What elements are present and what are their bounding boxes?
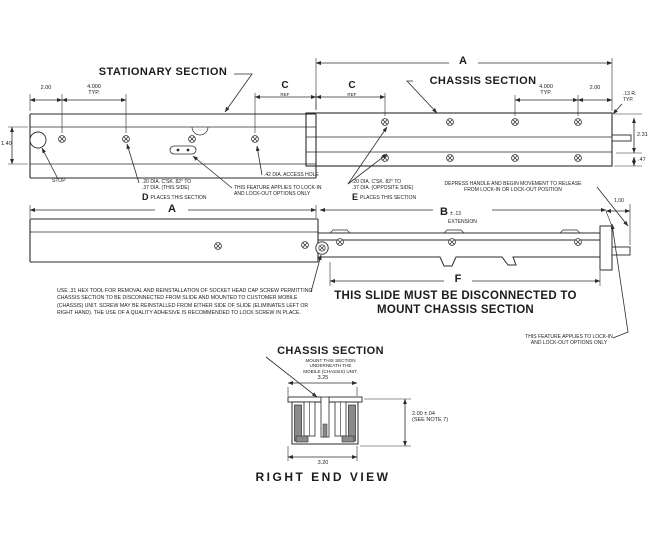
dim-3-20: 3.20 xyxy=(317,460,329,466)
note-line: USE .31 HEX TOOL FOR REMOVAL AND REINSTALLATION OF SOCKET HEAD CAP SCREW PERMITTING xyxy=(57,288,313,294)
handle-tab xyxy=(612,135,631,141)
screw-icon xyxy=(382,119,389,126)
dim-value: 2.00 ±.04 xyxy=(412,411,435,417)
chassis-rail xyxy=(306,113,631,166)
note-line: .37 DIA. (THIS SIDE) xyxy=(142,184,190,191)
dim-value: .13 R. xyxy=(623,91,637,97)
lock-feature-note-bottom xyxy=(522,335,616,347)
stationary-section-title: STATIONARY SECTION xyxy=(98,66,228,78)
screw-icon xyxy=(337,239,344,246)
countersink-note-d xyxy=(142,180,207,202)
dim-1-00: 1.00 xyxy=(614,198,624,204)
screw-icon xyxy=(512,119,519,126)
handle-end-block xyxy=(600,226,612,270)
note-line: PLACES THIS SECTION xyxy=(360,194,417,201)
note-line: CHASSIS SECTION TO BE DISCONNECTED FROM SLIDE AND MOUNTED TO CUSTOMER MOBILE xyxy=(57,295,298,302)
right-end-view-title: RIGHT END VIEW xyxy=(255,470,391,484)
note-line: THIS FEATURE APPLIES TO LOCK-IN xyxy=(525,334,613,340)
depress-handle-note xyxy=(430,182,596,194)
dim-b-mid xyxy=(440,202,477,226)
stationary-rail xyxy=(30,114,316,178)
dim-13r xyxy=(623,92,636,104)
screw-icon xyxy=(59,136,66,143)
access-hole-note: .42 DIA. ACCESS HOLE xyxy=(264,172,319,178)
dim-see-note: (SEE NOTE 7) xyxy=(412,417,449,424)
dim-value: 4.000 xyxy=(539,84,553,90)
stationary-screws xyxy=(59,136,259,143)
dim-tolerance: ± .13 xyxy=(449,211,462,217)
dim-2-00-height xyxy=(412,411,448,424)
note-line: DEPRESS HANDLE AND BEGIN MOVEMENT TO RELEASE xyxy=(444,181,582,187)
dim-value: 4.000 xyxy=(87,84,101,90)
dim-ref: REF xyxy=(347,91,357,97)
dim-letter-d: D xyxy=(142,191,149,202)
disconnect-warning xyxy=(283,289,628,317)
screw-icon xyxy=(575,119,582,126)
note-line: .37 DIA. (OPPOSITE SIDE) xyxy=(352,184,414,191)
screw-icon xyxy=(215,243,222,250)
note-line: MOUNT THIS SECTION xyxy=(305,358,356,363)
note-line: AND LOCK-OUT OPTIONS ONLY xyxy=(530,339,608,346)
dim-c-ref-1 xyxy=(272,80,298,97)
note-line: FROM LOCK-IN OR LOCK-OUT POSITION xyxy=(464,186,562,193)
end-view-chassis-title: CHASSIS SECTION xyxy=(277,345,384,357)
chassis-section-title: CHASSIS SECTION xyxy=(429,75,537,87)
dim-3-25: 3.25 xyxy=(317,375,329,381)
extended-view-screws xyxy=(215,239,582,255)
stop-pin xyxy=(30,132,46,148)
note-line: AND LOCK-OUT OPTIONS ONLY xyxy=(234,190,311,197)
screw-icon xyxy=(449,239,456,246)
dim-4-000-left xyxy=(70,84,118,97)
note-line: THIS FEATURE APPLIES TO LOCK-IN xyxy=(234,185,322,191)
countersink-note-e xyxy=(352,180,416,202)
note-line: PLACES THIS SECTION xyxy=(150,194,207,201)
warning-line: THIS SLIDE MUST BE DISCONNECTED TO xyxy=(334,290,577,302)
hex-tool-note xyxy=(57,288,312,318)
note-line: (CHASSIS) UNIT. SCREW MAY BE REINSTALLED FROM EITHER SIDE OF SLIDE (ELIMINATES LEFT OR xyxy=(57,302,309,309)
dim-ref: REF xyxy=(280,91,290,97)
handle-tab xyxy=(612,247,630,255)
warning-line: MOUNT CHASSIS SECTION xyxy=(376,304,535,316)
screw-icon xyxy=(123,136,130,143)
screw-icon xyxy=(447,155,454,162)
screw-icon xyxy=(189,136,196,143)
dim-typ: TYP. xyxy=(88,90,100,97)
dim-a-top: A xyxy=(459,55,467,67)
note-line: UNDERNEATH THE xyxy=(309,363,352,369)
dim-2-31: 2.31 xyxy=(637,132,648,138)
dim-extension-label: EXTENSION xyxy=(448,219,477,226)
dim-typ: TYP. xyxy=(623,96,634,103)
dim-2-00-right: 2.00 xyxy=(589,85,601,91)
screw-icon xyxy=(575,155,582,162)
dim-letter-c: C xyxy=(348,80,356,91)
screw-icon xyxy=(575,239,582,246)
screw-icon xyxy=(447,119,454,126)
dim-letter-e: E xyxy=(352,191,359,202)
note-line: .20 DIA. C'SK. 82° TO xyxy=(142,179,192,185)
screw-icon xyxy=(512,155,519,162)
extended-view-dimensions xyxy=(30,204,630,286)
note-line: .20 DIA. C'SK. 82° TO xyxy=(352,179,402,185)
dim-2-00-left: 2.00 xyxy=(40,85,52,91)
dim-f: F xyxy=(454,273,462,285)
screw-icon xyxy=(302,242,309,249)
note-line: RIGHT HAND). THE USE OF A QUALITY ADHESIVE IS RECOMMENDED TO LOCK SCREW IN PLACE. xyxy=(57,310,301,317)
end-view-profile xyxy=(288,397,362,444)
dim-letter-b: B xyxy=(440,206,448,218)
lock-feature-slot xyxy=(170,146,196,154)
dim-letter-c: C xyxy=(281,80,289,91)
dim-1-40: 1.40 xyxy=(1,141,12,147)
end-view-subtitle xyxy=(283,358,378,374)
dim-4-000-right xyxy=(522,84,570,97)
dim-typ: TYP. xyxy=(540,90,552,97)
dim-47: .47 xyxy=(638,157,646,163)
socket-head-cap-screw xyxy=(316,242,328,254)
lock-feature-note-top xyxy=(234,186,322,198)
note-line: MOBILE (CHASSIS) UNIT. xyxy=(303,368,358,374)
access-hole-icon xyxy=(252,136,259,143)
chassis-screws xyxy=(382,119,582,162)
dim-a-mid: A xyxy=(168,203,176,215)
dim-c-ref-2 xyxy=(339,80,365,97)
stop-label: STOP xyxy=(52,178,66,184)
